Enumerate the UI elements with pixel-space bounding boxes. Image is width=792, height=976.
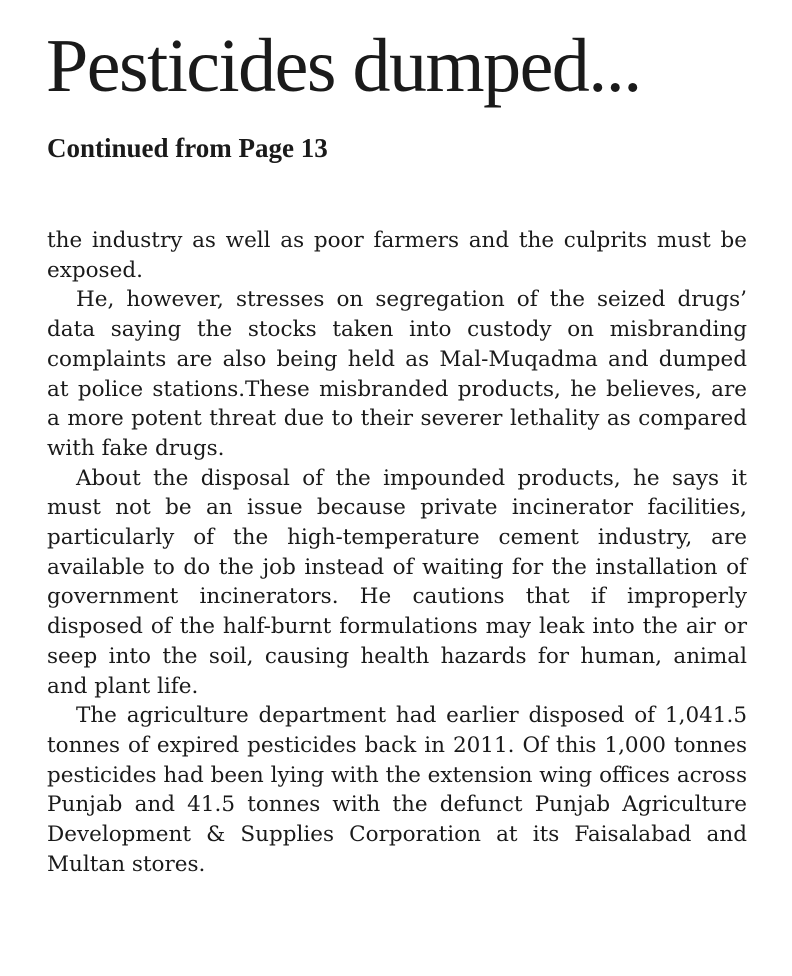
- article-paragraph-4: The agriculture department had earlier disposed of 1,041.5 tonnes of expired pesticides back in 2011. Of this 1,000 tonnes pesticides had been lying with the extension wing offices across Punjab and 41.5 tonnes with the defunct Punjab Agriculture Development & Supplies Corporation at its Faisalabad and Multan stores.: [47, 703, 747, 877]
- continued-from-label: Continued from Page 13: [47, 133, 328, 163]
- article-paragraph-1: the industry as well as poor farmers and the culprits must be exposed.: [47, 228, 747, 283]
- article-headline: Pesticides dumped...: [46, 24, 641, 108]
- article-paragraph-3: About the disposal of the impounded products, he says it must not be an issue because private incinerator facilities, particularly of the high-temperature cement industry, are available to do the job instead of waiting for the installation of government incinerators. He cautions that if improperly disposed of the half-burnt formulations may leak into the air or seep into the soil, causing health hazards for human, animal and plant life.: [47, 465, 747, 699]
- article-body: [47, 226, 747, 879]
- article-paragraph-2: He, however, stresses on segregation of the seized drugs’ data saying the stocks taken into custody on misbranding complaints are also being held as Mal-Muqadma and dumped at police stations.These misbranded products, he believes, are a more potent threat due to their severer lethality as compared with fake drugs.: [47, 287, 747, 461]
